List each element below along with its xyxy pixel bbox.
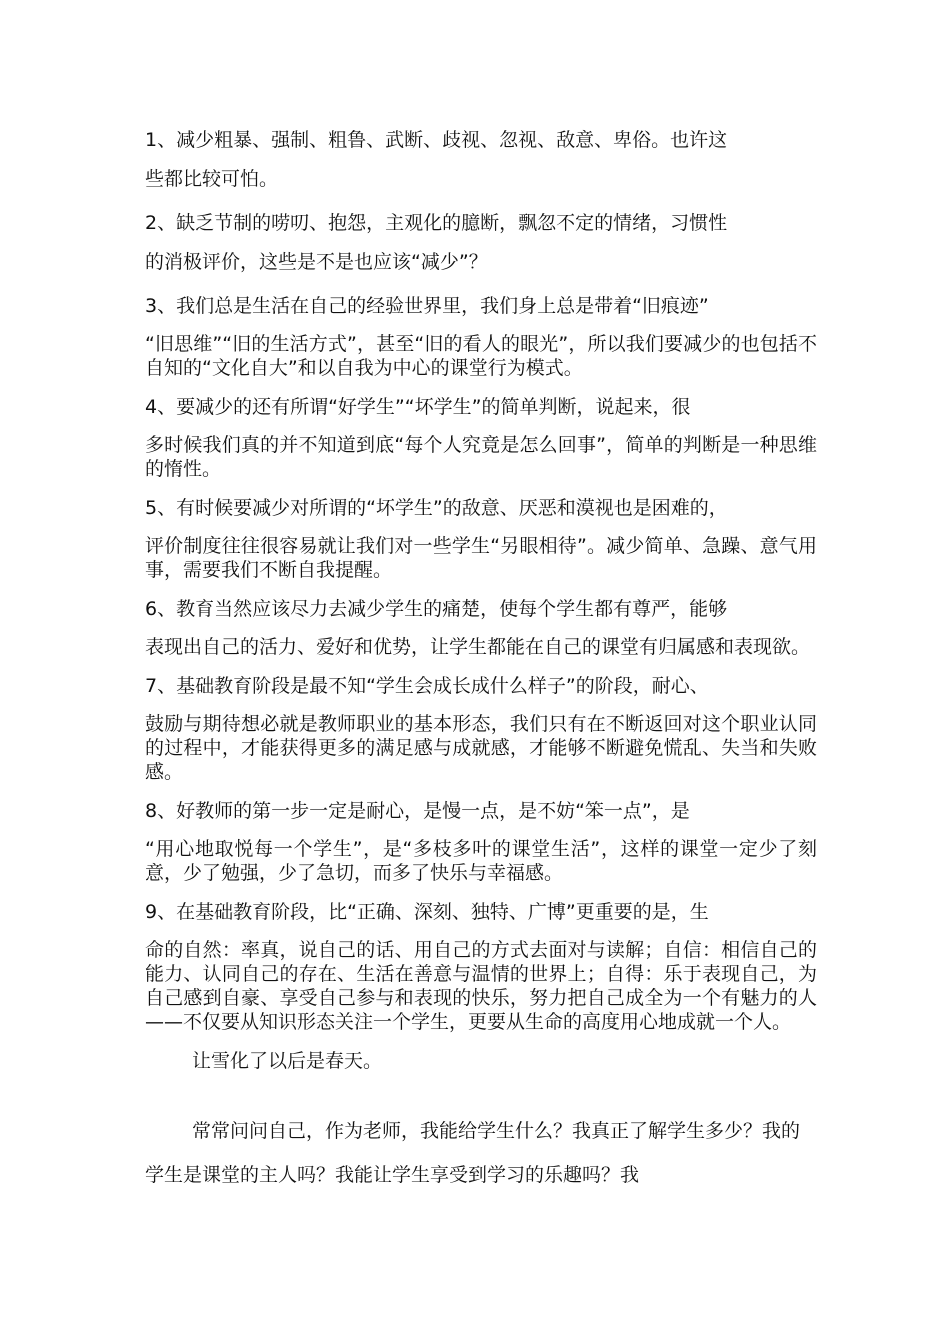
list-item [145,900,817,1034]
list-item [145,294,817,380]
item-first-line: 9、在基础教育阶段，比“正确、深刻、独特、广博”更重要的是，生 [145,901,709,923]
item-first-line: 8、好教师的第一步一定是耐心，是慢一点，是不妨“笨一点”，是 [145,800,690,822]
item-continuation: 表现出自己的活力、爱好和优势，让学生都能在自己的课堂有归属感和表现欲。 [145,636,811,658]
item-continuation: 评价制度往往很容易就让我们对一些学生“另眼相待”。减少简单、急躁、意气用事，需要我们不断自我提醒。 [145,535,817,581]
list-item [145,128,817,196]
item-first-line: 2、缺乏节制的唠叨、抱怨，主观化的臆断，飘忽不定的情绪，习惯性 [145,212,728,234]
item-continuation: “用心地取悦每一个学生”，是“多枝多叶的课堂生活”，这样的课堂一定少了刻意，少了勉强，少了急切，而多了快乐与幸福感。 [145,838,817,884]
document-body [145,128,817,1233]
item-continuation: “旧思维”“旧的生活方式”，甚至“旧的看人的眼光”，所以我们要减少的也包括不自知的“文化自大”和以自我为中心的课堂行为模式。 [145,333,817,379]
item-continuation: 命的自然：率真，说自己的话、用自己的方式去面对与读解；自信：相信自己的能力、认同自己的存在、生活在善意与温情的世界上；自得：乐于表现自己，为自己感到自豪、享受自己参与和表现的快乐，努力把自己成全为一个有魅力的人——不仅要从知识形态关注一个学生，更要从生命的高度用心地成就一个人。 [145,939,817,1033]
item-first-line: 3、我们总是生活在自己的经验世界里，我们身上总是带着“旧痕迹” [145,295,709,317]
item-continuation: 鼓励与期待想必就是教师职业的基本形态，我们只有在不断返回对这个职业认同的过程中，才能获得更多的满足感与成就感，才能够不断避免慌乱、失当和失败感。 [145,713,817,783]
item-continuation: 的消极评价，这些是不是也应该“减少”？ [145,251,488,273]
item-first-line: 5、有时候要减少对所谓的“坏学生”的敌意、厌恶和漠视也是困难的， [145,497,728,519]
item-first-line: 7、基础教育阶段是最不知“学生会成长成什么样子”的阶段，耐心、 [145,675,709,697]
list-item [145,597,817,659]
closing-line: 让雪化了以后是春天。 [192,1050,383,1072]
item-first-line: 1、减少粗暴、强制、粗鲁、武断、歧视、忽视、敌意、卑俗。也许这 [145,129,728,151]
list-item [145,799,817,885]
item-continuation: 些都比较可怕。 [145,168,279,190]
list-item [145,674,817,784]
final-paragraph: 常常问问自己，作为老师，我能给学生什么？我真正了解学生多少？我的学生是课堂的主人吗？我能让学生享受到学习的乐趣吗？我 [145,1120,801,1186]
item-continuation: 多时候我们真的并不知道到底“每个人究竟是怎么回事”，简单的判断是一种思维的惰性。 [145,434,817,480]
list-item [145,395,817,481]
item-first-line: 4、要减少的还有所谓“好学生”“坏学生”的简单判断，说起来，很 [145,396,691,418]
list-item [145,211,817,279]
list-item [145,496,817,582]
item-first-line: 6、教育当然应该尽力去减少学生的痛楚，使每个学生都有尊严，能够 [145,598,728,620]
